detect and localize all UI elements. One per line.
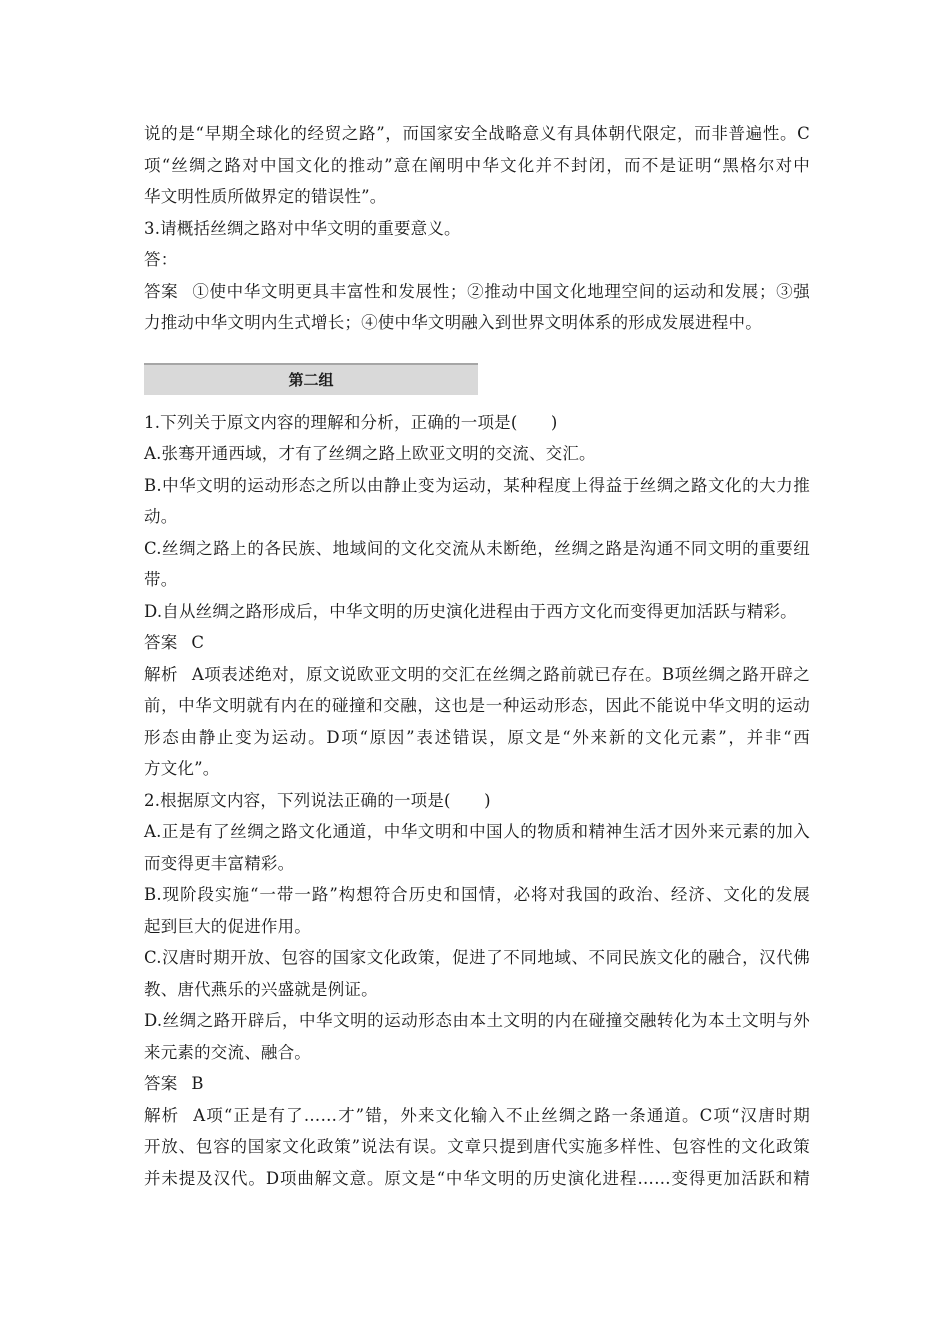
analysis-label: 解析 xyxy=(144,1105,180,1125)
q1-answer xyxy=(144,627,810,659)
question-3-stem: 3.请概括丝绸之路对中华文明的重要意义。 xyxy=(144,218,461,238)
q2-analysis-cont: 开放、包容的国家文化政策”说法有误。文章只提到唐代实施多样性、包容性的文化政策 xyxy=(144,1137,810,1156)
q1-option-a: A.张骞开通西域，才有了丝绸之路上欧亚文明的交流、交汇。 xyxy=(144,444,596,463)
q1-analysis-cont: 形态由静止变为运动。D项“原因”表述错误，原文是“外来新的文化元素”，并非“西 xyxy=(144,727,810,747)
answer-label: 答案 xyxy=(144,633,178,652)
q2-option-d: D.丝绸之路开辟后，中华文明的运动形态由本土文明的内在碰撞交融转化为本土文明与外 xyxy=(144,1011,810,1030)
document-page xyxy=(144,118,810,1194)
answer-value: B xyxy=(191,1074,204,1093)
answer-value: C xyxy=(191,633,205,652)
q2-option-a-cont: 而变得更丰富精彩。 xyxy=(144,853,295,873)
q1-analysis-cont: 前，中华文明就有内在的碰撞和交融，这也是一种运动形态，因此不能说中华文明的运动 xyxy=(144,696,810,715)
answer-prompt: 答： xyxy=(144,250,178,269)
analysis-text: A项“正是有了……才”错，外来文化输入不止丝绸之路一条通道。C项“汉唐时期 xyxy=(193,1105,810,1125)
analysis-label: 解析 xyxy=(144,664,178,684)
q2-option-c: C.汉唐时期开放、包容的国家文化政策，促进了不同地域、不同民族文化的融合，汉代佛 xyxy=(144,948,810,967)
q1-option-d: D.自从丝绸之路形成后，中华文明的历史演化进程由于西方文化而变得更加活跃与精彩。 xyxy=(144,601,797,621)
q2-option-b-cont: 起到巨大的促进作用。 xyxy=(144,916,311,936)
q2-option-c-cont: 教、唐代燕乐的兴盛就是例证。 xyxy=(144,979,378,999)
q3-answer-line xyxy=(144,276,810,308)
q1-analysis xyxy=(144,659,810,691)
question-2-stem: 2.根据原文内容，下列说法正确的一项是( ) xyxy=(144,790,491,810)
q1-option-c: C.丝绸之路上的各民族、地域间的文化交流从未断绝，丝绸之路是沟通不同文明的重要纽 xyxy=(144,538,810,558)
text-line: 说的是“早期全球化的经贸之路”，而国家安全战略意义有具体朝代限定，而非普遍性。C xyxy=(144,124,810,143)
section-header xyxy=(144,363,478,395)
q1-option-b: B.中华文明的运动形态之所以由静止变为运动，某种程度上得益于丝绸之路文化的大力推 xyxy=(144,475,810,495)
text-line: 项“丝绸之路对中国文化的推动”意在阐明中华文化并不封闭，而不是证明“黑格尔对中 xyxy=(144,155,810,175)
question-1-stem: 1.下列关于原文内容的理解和分析，正确的一项是( ) xyxy=(144,412,558,432)
answer-label: 答案 xyxy=(144,281,179,301)
q1-analysis-cont: 方文化”。 xyxy=(144,759,220,778)
text-line: 华文明性质所做界定的错误性”。 xyxy=(144,187,387,206)
q1-option-b-cont: 动。 xyxy=(144,507,178,526)
answer-label: 答案 xyxy=(144,1074,178,1093)
q2-option-b: B.现阶段实施“一带一路”构想符合历史和国情，必将对我国的政治、经济、文化的发展 xyxy=(144,885,810,904)
q2-option-d-cont: 来元素的交流、融合。 xyxy=(144,1042,311,1062)
answer-text: ①使中华文明更具丰富性和发展性；②推动中国文化地理空间的运动和发展；③强 xyxy=(192,281,810,301)
q3-answer-line: 力推动中华文明内生式增长；④使中华文明融入到世界文明体系的形成发展进程中。 xyxy=(144,313,762,332)
q1-option-c-cont: 带。 xyxy=(144,570,178,589)
q2-option-a: A.正是有了丝绸之路文化通道，中华文明和中国人的物质和精神生活才因外来元素的加入 xyxy=(144,822,810,841)
q2-answer xyxy=(144,1068,810,1100)
q2-analysis xyxy=(144,1100,810,1132)
section-title: 第二组 xyxy=(288,371,334,389)
analysis-text: A项表述绝对，原文说欧亚文明的交汇在丝绸之路前就已存在。B项丝绸之路开辟之 xyxy=(191,664,810,684)
q2-analysis-cont: 并未提及汉代。D项曲解文意。原文是“中华文明的历史演化进程……变得更加活跃和精 xyxy=(144,1168,810,1188)
